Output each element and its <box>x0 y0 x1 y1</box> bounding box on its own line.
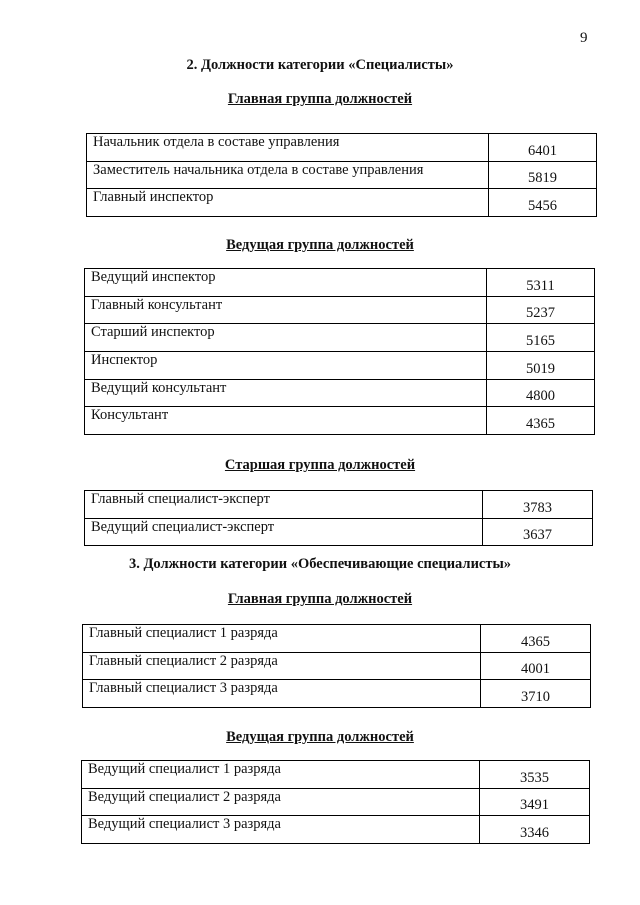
table-row <box>83 680 591 708</box>
salary-value: 3491 <box>480 788 590 816</box>
salary-value: 4800 <box>487 379 595 407</box>
salary-value: 3637 <box>483 518 593 546</box>
salary-value: 3535 <box>480 761 590 789</box>
salary-value: 3783 <box>483 491 593 519</box>
table-row <box>85 518 593 546</box>
salary-value: 5165 <box>487 324 595 352</box>
salary-value: 4365 <box>487 407 595 435</box>
position-name: Главный специалист-эксперт <box>85 491 483 519</box>
table-leading-support <box>81 760 590 844</box>
salary-value: 5019 <box>487 352 595 380</box>
position-name: Главный специалист 3 разряда <box>83 680 481 708</box>
position-name: Начальник отдела в составе управления <box>87 134 489 162</box>
position-name: Ведущий специалист 3 разряда <box>82 816 480 844</box>
position-name: Ведущий консультант <box>85 379 487 407</box>
table-row <box>85 352 595 380</box>
position-name: Главный консультант <box>85 296 487 324</box>
table-row <box>85 491 593 519</box>
salary-value: 5311 <box>487 269 595 297</box>
section-title-specialists: 2. Должности категории «Специалисты» <box>186 57 454 73</box>
position-name: Заместитель начальника отдела в составе управления <box>87 161 489 189</box>
position-name: Ведущий специалист 2 разряда <box>82 788 480 816</box>
table-senior-specialists <box>84 490 593 546</box>
group-title-senior-specialists: Старшая группа должностей <box>224 457 416 473</box>
table-row <box>87 161 597 189</box>
position-name: Ведущий специалист 1 разряда <box>82 761 480 789</box>
salary-value: 6401 <box>489 134 597 162</box>
table-row <box>87 189 597 217</box>
table-row <box>82 788 590 816</box>
salary-value: 3346 <box>480 816 590 844</box>
position-name: Старший инспектор <box>85 324 487 352</box>
table-row <box>85 269 595 297</box>
position-name: Инспектор <box>85 352 487 380</box>
table-row <box>83 652 591 680</box>
group-title-main-support: Главная группа должностей <box>227 591 413 607</box>
table-main-specialists <box>86 133 597 217</box>
table-row <box>82 816 590 844</box>
table-row <box>85 407 595 435</box>
table-row <box>85 324 595 352</box>
group-title-main-specialists: Главная группа должностей <box>227 91 413 107</box>
table-row <box>82 761 590 789</box>
salary-value: 4365 <box>481 625 591 653</box>
group-title-leading-specialists: Ведущая группа должностей <box>226 237 414 253</box>
section-title-support-specialists: 3. Должности категории «Обеспечивающие специалисты» <box>128 556 512 572</box>
table-row <box>85 379 595 407</box>
salary-value: 3710 <box>481 680 591 708</box>
salary-value: 5237 <box>487 296 595 324</box>
position-name: Ведущий специалист-эксперт <box>85 518 483 546</box>
table-row <box>85 296 595 324</box>
salary-value: 5819 <box>489 161 597 189</box>
salary-value: 5456 <box>489 189 597 217</box>
group-title-leading-support: Ведущая группа должностей <box>226 729 414 745</box>
position-name: Консультант <box>85 407 487 435</box>
table-leading-specialists <box>84 268 595 435</box>
table-row <box>83 625 591 653</box>
salary-value: 4001 <box>481 652 591 680</box>
position-name: Ведущий инспектор <box>85 269 487 297</box>
position-name: Главный специалист 2 разряда <box>83 652 481 680</box>
position-name: Главный специалист 1 разряда <box>83 625 481 653</box>
table-row <box>87 134 597 162</box>
page-number: 9 <box>580 30 588 46</box>
table-main-support <box>82 624 591 708</box>
position-name: Главный инспектор <box>87 189 489 217</box>
